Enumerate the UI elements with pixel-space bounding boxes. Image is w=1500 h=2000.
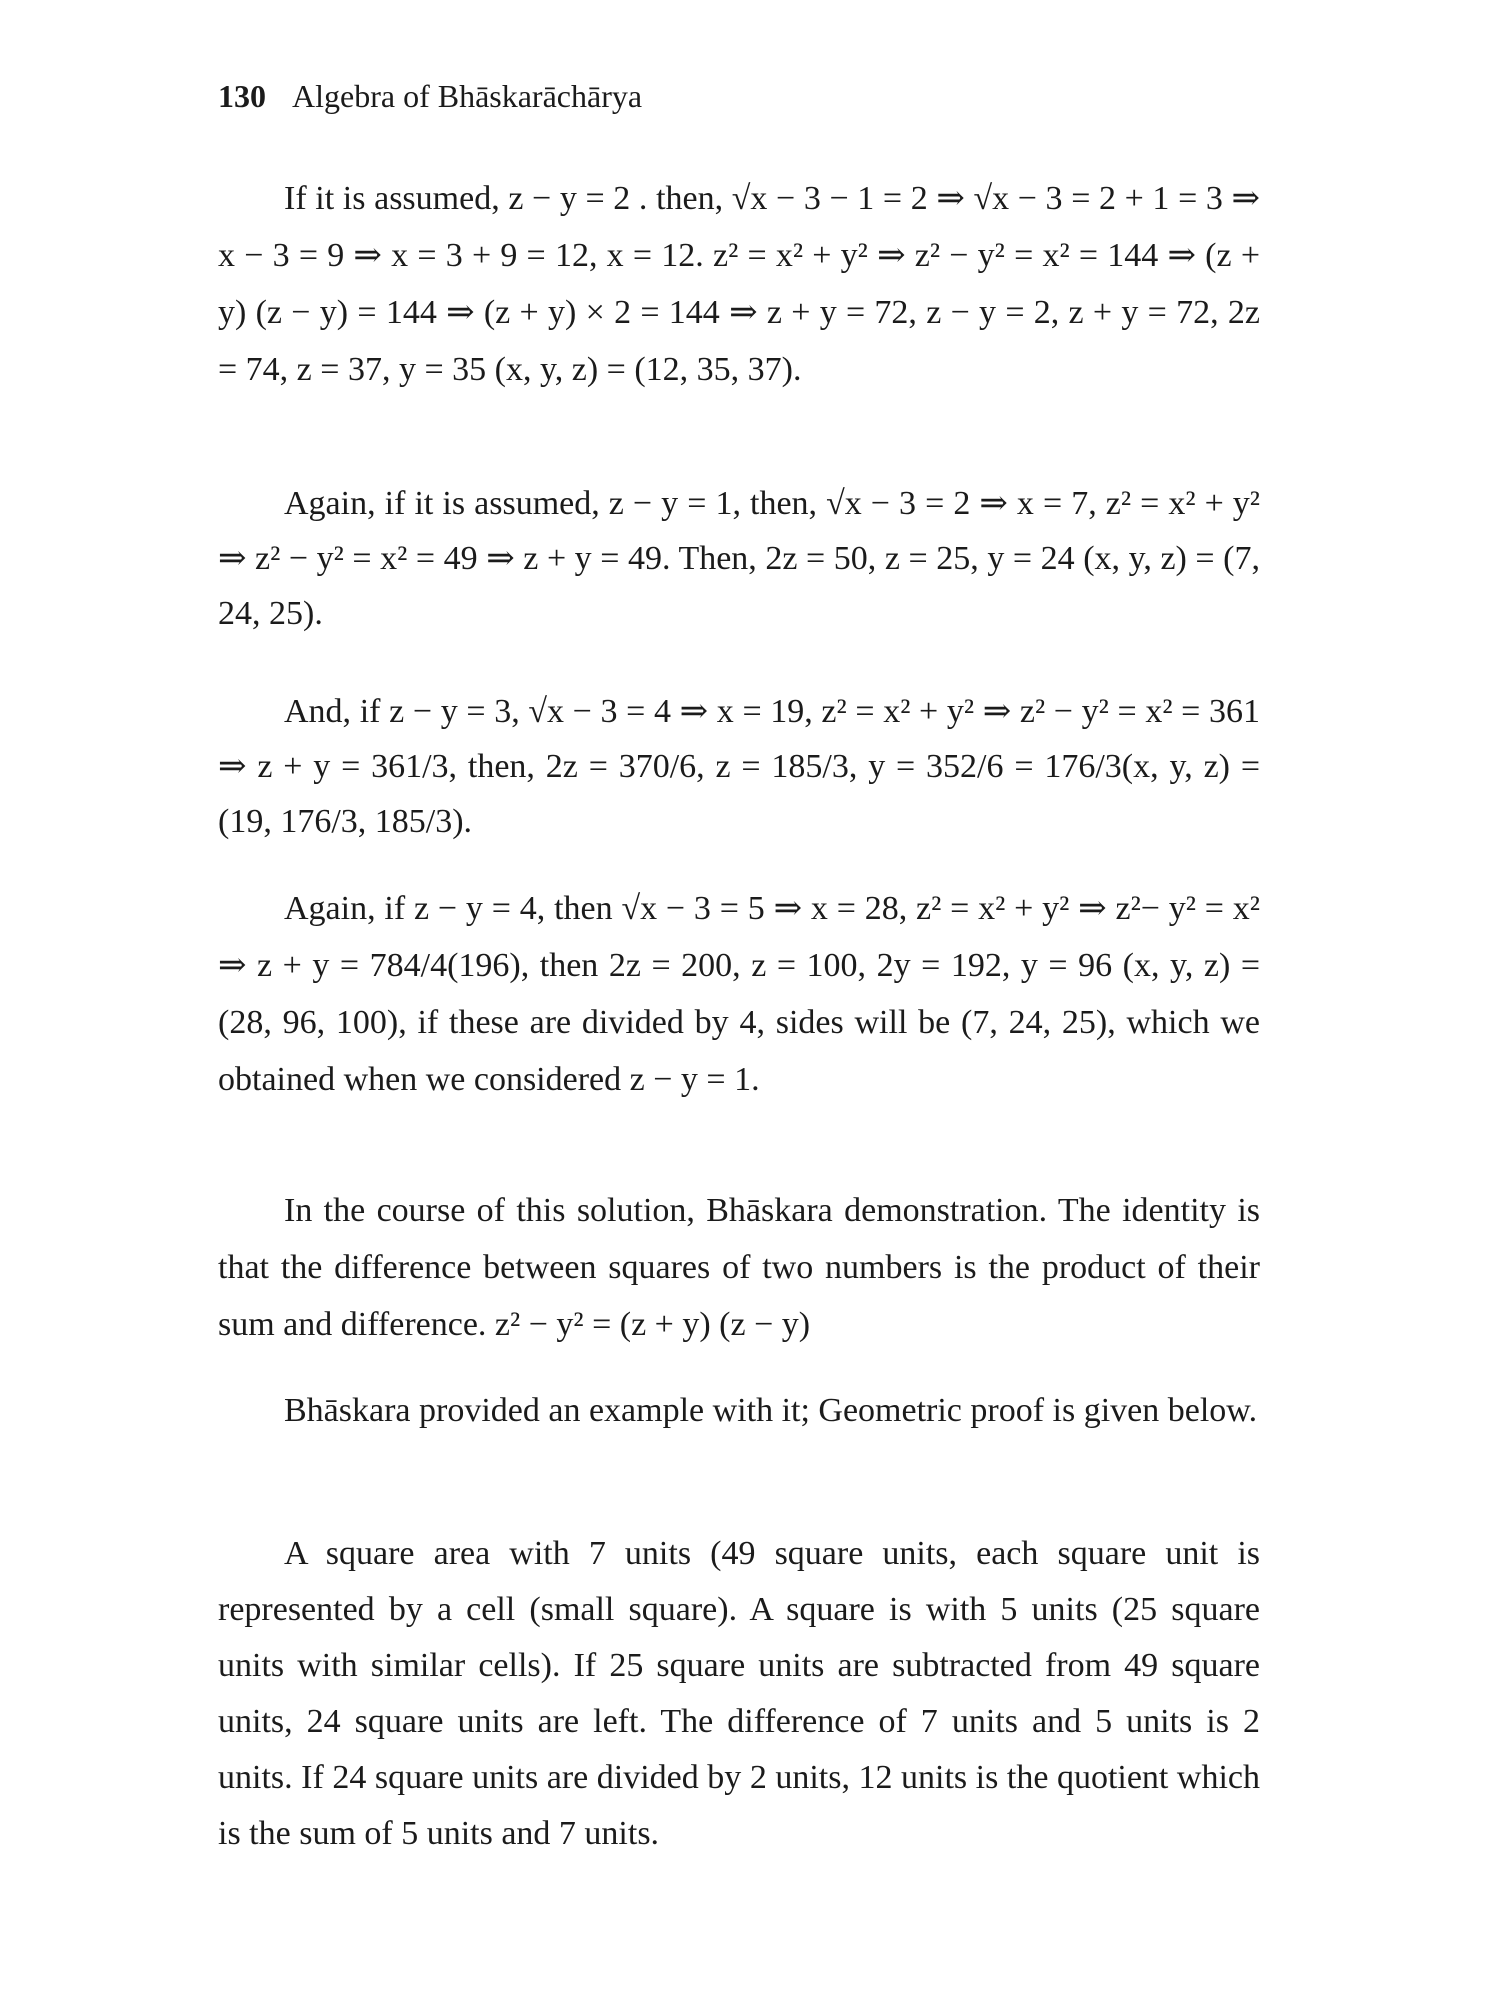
page-number: 130: [218, 78, 266, 114]
paragraph-case-z-minus-y-4: Again, if z − y = 4, then √x − 3 = 5 ⇒ x = 28, z² = x² + y² ⇒ z²− y² = x² ⇒ z + y = 784/4(196), then 2z = 200, z = 100, 2y = 192, y = 96 (x, y, z) = (28, 96, 100), if these are divided by 4, sides will be (7, 24, 25), which we obtained when we considered z − y = 1.: [218, 890, 1260, 1098]
paragraph-example-intro: Bhāskara provided an example with it; Geometric proof is given below.: [284, 1392, 1258, 1429]
paragraph-case-z-minus-y-1: Again, if it is assumed, z − y = 1, then, √x − 3 = 2 ⇒ x = 7, z² = x² + y² ⇒ z² − y² = x² = 49 ⇒ z + y = 49. Then, 2z = 50, z = 25, y = 24 (x, y, z) = (7, 24, 25).: [218, 485, 1260, 632]
paragraph-case-z-minus-y-3: And, if z − y = 3, √x − 3 = 4 ⇒ x = 19, z² = x² + y² ⇒ z² − y² = x² = 361 ⇒ z + y = 361/3, then, 2z = 370/6, z = 185/3, y = 352/6 = 176/3(x, y, z) = (19, 176/3, 185/3).: [218, 693, 1260, 840]
paragraph-case-z-minus-y-2: If it is assumed, z − y = 2 . then, √x − 3 − 1 = 2 ⇒ √x − 3 = 2 + 1 = 3 ⇒ x − 3 = 9 ⇒ x = 3 + 9 = 12, x = 12. z² = x² + y² ⇒ z² − y² = x² = 144 ⇒ (z + y) (z − y) = 144 ⇒ (z + y) × 2 = 144 ⇒ z + y = 72, z − y = 2, z + y = 72, 2z = 74, z = 37, y = 35 (x, y, z) = (12, 35, 37).: [218, 180, 1260, 388]
running-head: [218, 76, 642, 116]
paragraph-square-area: A square area with 7 units (49 square units, each square unit is represented by a cell (small square). A square is with 5 units (25 square units with similar cells). If 25 square units are subtracted from 49 square units, 24 square units are left. The difference of 7 units and 5 units is 2 units. If 24 square units are divided by 2 units, 12 units is the quotient which is the sum of 5 units and 7 units.: [218, 1535, 1260, 1852]
paragraph-identity: In the course of this solution, Bhāskara demonstration. The identity is that the difference between squares of two numbers is the product of their sum and difference. z² − y² = (z + y) (z − y): [218, 1192, 1260, 1343]
book-title: Algebra of Bhāskarāchārya: [292, 78, 643, 114]
